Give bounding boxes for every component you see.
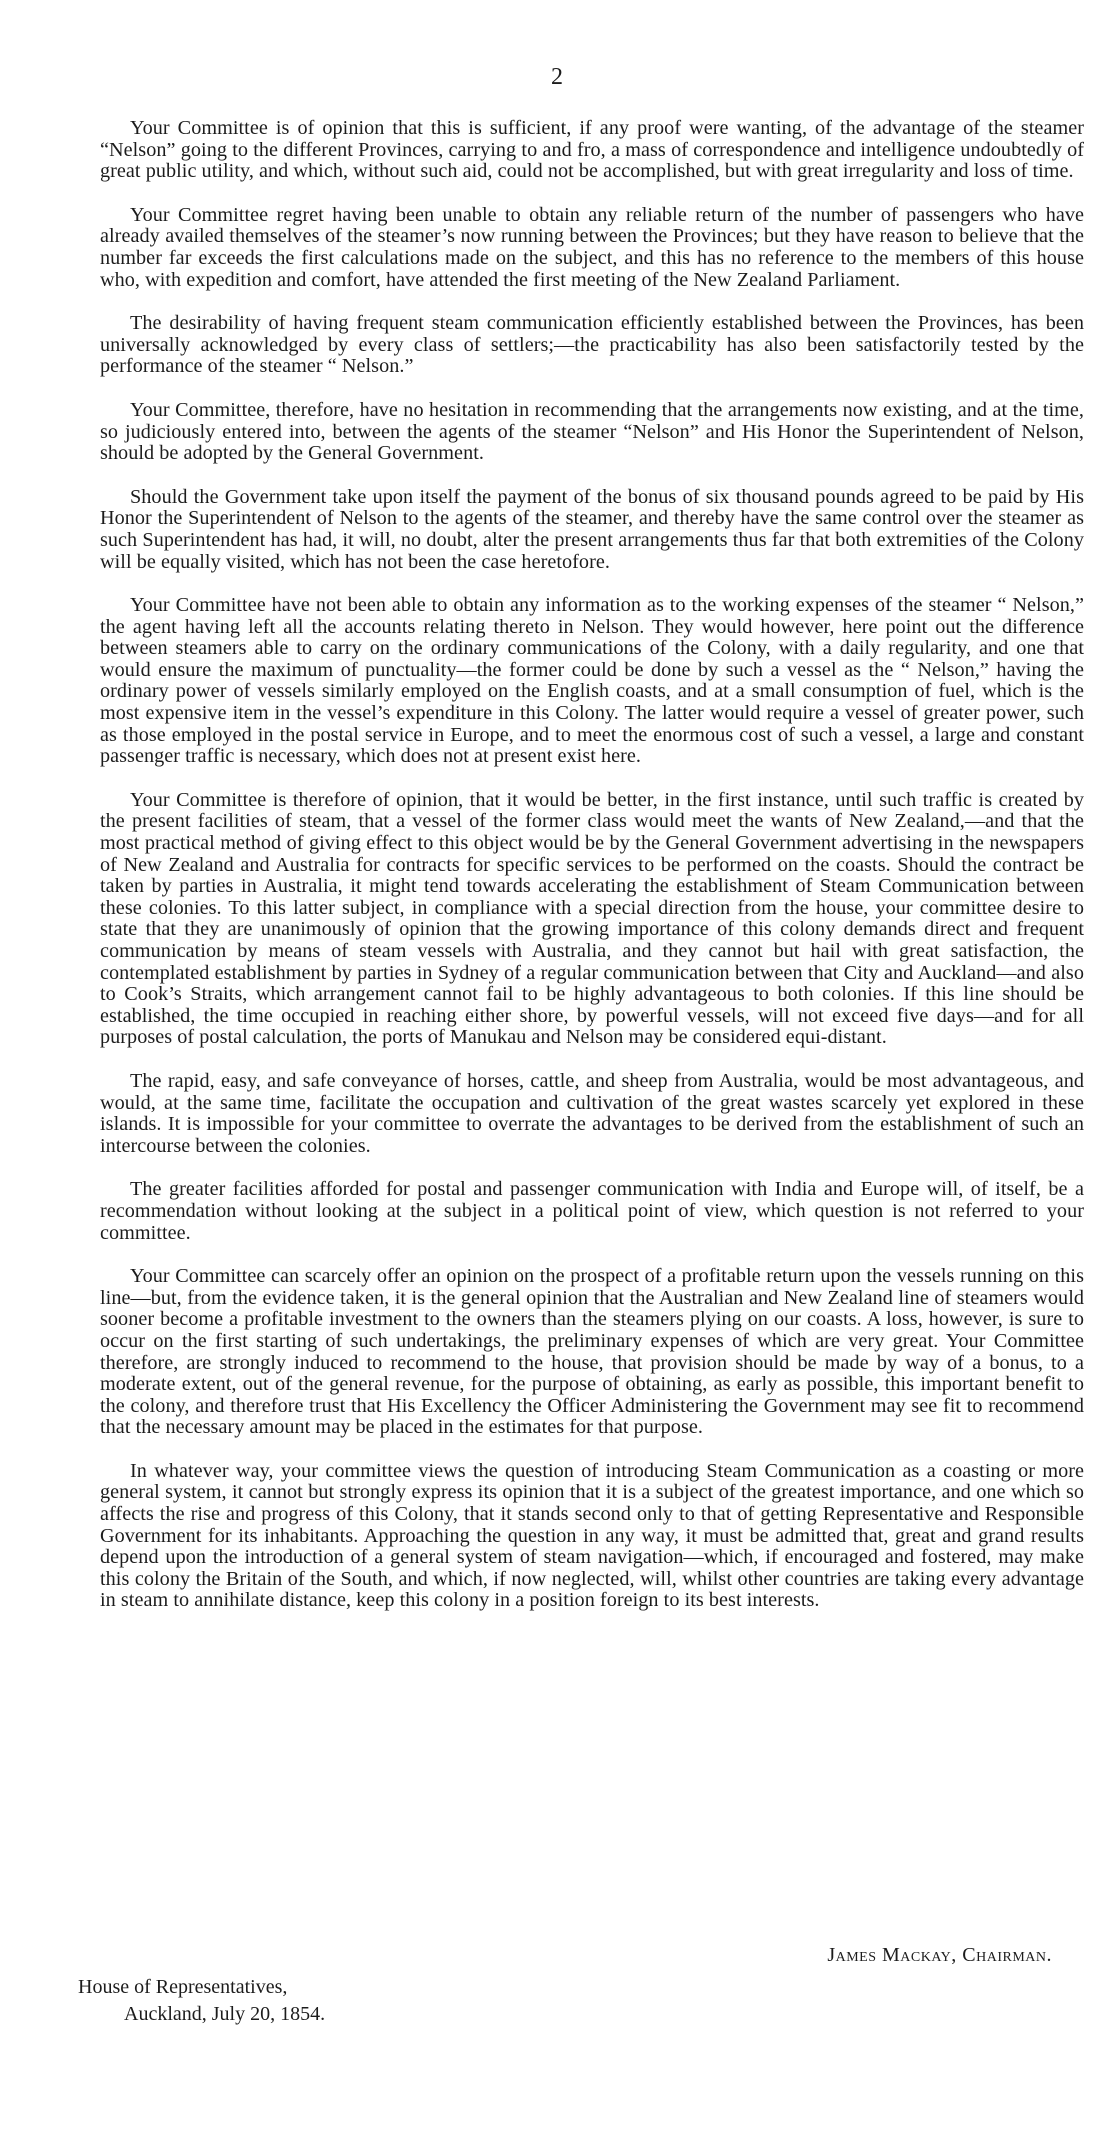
paragraph-6: Your Committee have not been able to obtain any information as to the working expenses of the steamer “ Nelson,” the agent having left all the accounts relating thereto in Nelson. They would however, here point out the difference between steamers able to carry on the ordinary communications of the Colony, with a daily regularity, and one that would ensure the maximum of punctuality—the former could be done by such a vessel as the “ Nelson,” having the ordinary power of vessels similarly employed on the English coasts, and at a small consumption of fuel, which is the most expensive item in the vessel’s expenditure in this Colony. The latter would require a vessel of greater power, such as those employed in the postal service in Europe, and to meet the enormous cost of such a vessel, a large and constant passenger traffic is necessary, which does not at present exist here. [100,594,1084,768]
paragraph-7: Your Committee is therefore of opinion, that it would be better, in the first instance, until such traffic is created by the present facilities of steam, that a vessel of the former class would meet the wants of New Zealand,—and that the most practical method of giving effect to this object would be by the General Government advertising in the newspapers of New Zealand and Australia for contracts for specific services to be performed on the coasts. Should the contract be taken by parties in Australia, it might tend towards accelerating the establishment of Steam Communication between these colonies. To this latter subject, in compliance with a special direction from the house, your committee desire to state that they are unanimously of opinion that the growing importance of this colony demands direct and frequent communication by means of steam vessels with Australia, and they cannot but hail with great satisfaction, the contemplated establishment by parties in Sydney of a regular communication between that City and Auckland—and also to Cook’s Straits, which arrangement cannot fail to be highly advantageous to both colonies. If this line should be established, the time occupied in reaching either shore, by powerful vessels, will not exceed five days—and for all purposes of postal calculation, the ports of Manukau and Nelson may be considered equi-distant. [100,788,1084,1049]
place-and-date [78,1974,325,2028]
report-body [100,118,1084,1634]
paragraph-2: Your Committee regret having been unable to obtain any reliable return of the number of passengers who have already availed themselves of the steamer’s now running between the Provinces; but they have reason to believe that the number far exceeds the first calculations made on the subject, and this has no reference to the members of this house who, with expedition and comfort, have attended the first meeting of the New Zealand Parliament. [100,203,1084,291]
paragraph-8: The rapid, easy, and safe conveyance of horses, cattle, and sheep from Australia, would be most advantageous, and would, at the same time, facilitate the occupation and cultivation of the great wastes scarcely yet explored in these islands. It is impossible for your committee to overrate the advantages to be derived from the establishment of such an intercourse between the colonies. [100,1069,1084,1157]
paragraph-9: The greater facilities afforded for postal and passenger communication with India and Europe will, of itself, be a recommendation without looking at the subject in a political point of view, which question is not referred to your committee. [100,1178,1084,1244]
paragraph-1: Your Committee is of opinion that this is sufficient, if any proof were wanting, of the advantage of the steamer “Nelson” going to the different Provinces, carrying to and fro, a mass of correspondence and intelligence undoubtedly of great public utility, and which, without such aid, could not be accomplished, but with great irregularity and loss of time. [100,117,1084,183]
paragraph-3: The desirability of having frequent steam communication efficiently established between the Provinces, has been universally acknowledged by every class of settlers;—the practicability has also been satisfactorily tested by the performance of the steamer “ Nelson.” [100,312,1084,378]
paragraph-11: In whatever way, your committee views the question of introducing Steam Communication as a coasting or more general system, it cannot but strongly express its opinion that it is a subject of the greatest importance, and one which so affects the rise and progress of this Colony, that it stands second only to that of getting Representative and Responsible Government for its inhabitants. Approaching the question in any way, it must be admitted that, great and grand results depend upon the introduction of a general system of steam navigation—which, if encouraged and fostered, may make this colony the Britain of the South, and which, if now neglected, will, whilst other countries are taking every advantage in steam to annihilate distance, keep this colony in a position foreign to its best interests. [100,1459,1084,1612]
page-number: 2 [551,64,563,90]
date-line: Auckland, July 20, 1854. [124,2003,326,2025]
paragraph-10: Your Committee can scarcely offer an opinion on the prospect of a profitable return upon the vessels running on this line—but, from the evidence taken, it is the general opinion that the Australian and New Zealand line of steamers would sooner become a profitable investment to the owners than the steamers plying on our coasts. A loss, however, is sure to occur on the first starting of such undertakings, the preliminary expenses of which are very great. Your Committee therefore, are strongly induced to recommend to the house, that provision should be made by way of a bonus, to a moderate extent, out of the general revenue, for the purpose of obtaining, as early as possible, this important benefit to the colony, and therefore trust that His Excellency the Officer Administering the Government may see fit to recommend that the necessary amount may be placed in the estimates for that purpose. [100,1265,1084,1439]
paragraph-4: Your Committee, therefore, have no hesitation in recommending that the arrangements now existing, and at the time, so judiciously entered into, between the agents of the steamer “Nelson” and His Honor the Superintendent of Nelson, should be adopted by the General Government. [100,398,1084,465]
signature-chairman: James Mackay, Chairman. [827,1944,1052,1966]
paragraph-5: Should the Government take upon itself the payment of the bonus of six thousand pounds agreed to be paid by His Honor the Superintendent of Nelson to the agents of the steamer, and thereby have the same control over the steamer as such Superintendent has had, it will, no doubt, alter the present arrangements thus far that both extremities of the Colony will be equally visited, which has not been the case heretofore. [100,485,1084,573]
place-line: House of Representatives, [78,1976,288,1998]
